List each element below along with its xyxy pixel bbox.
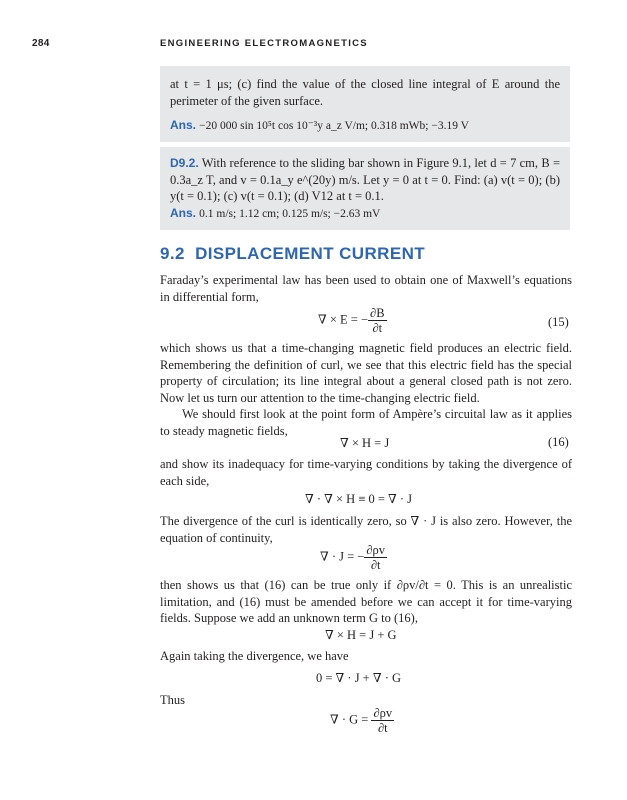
drill-problem-body: With reference to the sliding bar shown in Figure 9.1, let d = 7 cm, B = 0.3a_z T, and v = 0.1a_y e^(20y) m/s. Let y = 0 at t = 0. Find: (a) v(t = 0); (b) y(t = 0.1); (c) v(t = 0.1); (d) V12 at t = 0.1. — [170, 156, 560, 203]
drill-problem-box-d9-2 — [160, 147, 570, 230]
drill-problem-text — [170, 155, 560, 205]
fraction — [368, 306, 387, 335]
equation-divergence-of-curl: ∇ · ∇ × H ≡ 0 = ∇ · J — [305, 492, 413, 506]
section-heading — [160, 244, 425, 264]
equation-number: (15) — [548, 315, 569, 329]
drill-answer — [170, 117, 560, 135]
fraction — [371, 706, 394, 735]
fraction — [364, 543, 387, 572]
drill-answer — [170, 205, 560, 223]
equation-divergence-sum: 0 = ∇ · J + ∇ · G — [316, 671, 402, 685]
paragraph: which shows us that a time-changing magnetic field produces an electric field. Remembering the definition of curl, we see that this electric field has the special property of circulation; its line integral about a general closed path is not zero. Now let us turn our attention to the time-changing electric field. — [160, 341, 572, 405]
equation-lhs: ∇ · J = − — [320, 549, 365, 564]
fraction-denominator: ∂t — [372, 321, 383, 335]
paragraph: Again taking the divergence, we have — [160, 649, 349, 663]
answer-text: 0.1 m/s; 1.12 cm; 0.125 m/s; −2.63 mV — [199, 208, 381, 220]
equation-continuity — [320, 543, 387, 572]
fraction-numerator: ∂ρv — [366, 543, 386, 557]
paragraph: Thus — [160, 693, 185, 707]
drill-problem-box-continued — [160, 66, 570, 142]
section-number: 9.2 — [160, 244, 185, 263]
equation-16: ∇ × H = J — [340, 436, 390, 450]
paragraph: The divergence of the curl is identically zero, so ∇ · J is also zero. However, the equation of continuity, — [160, 514, 572, 545]
equation-amended-ampere: ∇ × H = J + G — [325, 628, 397, 642]
section-title: DISPLACEMENT CURRENT — [195, 244, 426, 263]
paragraph: and show its inadequacy for time-varying conditions by taking the divergence of each side, — [160, 457, 572, 488]
answer-label: Ans. — [170, 206, 197, 220]
equation-number: (16) — [548, 435, 569, 449]
page-number: 284 — [32, 38, 50, 49]
fraction-denominator: ∂t — [370, 558, 381, 572]
answer-text: −20 000 sin 10⁵t cos 10⁻³y a_z V/m; 0.318 mWb; −3.19 V — [199, 120, 469, 132]
paragraph: then shows us that (16) can be true only if ∂ρv/∂t = 0. This is an unrealistic limitation, and (16) must be amended before we can accept it for time-varying fields. Suppose we add an unknown term G to (16), — [160, 578, 572, 625]
equation-lhs: ∇ × E = − — [318, 312, 369, 327]
fraction-numerator: ∂ρv — [373, 706, 393, 720]
fraction-numerator: ∂B — [370, 306, 385, 320]
equation-lhs: ∇ · G = — [330, 712, 369, 727]
equation-div-g — [330, 706, 394, 735]
answer-label: Ans. — [170, 118, 197, 132]
paragraph: We should first look at the point form of Ampère’s circuital law as it applies to steady magnetic fields, — [160, 407, 572, 438]
equation-15 — [318, 306, 387, 335]
running-title: ENGINEERING ELECTROMAGNETICS — [160, 38, 368, 49]
paragraph: Faraday’s experimental law has been used to obtain one of Maxwell’s equations in differential form, — [160, 273, 572, 304]
fraction-denominator: ∂t — [377, 721, 388, 735]
drill-problem-label: D9.2. — [170, 156, 199, 170]
drill-problem-text: at t = 1 μs; (c) find the value of the closed line integral of E around the perimeter of the given surface. — [170, 77, 560, 108]
